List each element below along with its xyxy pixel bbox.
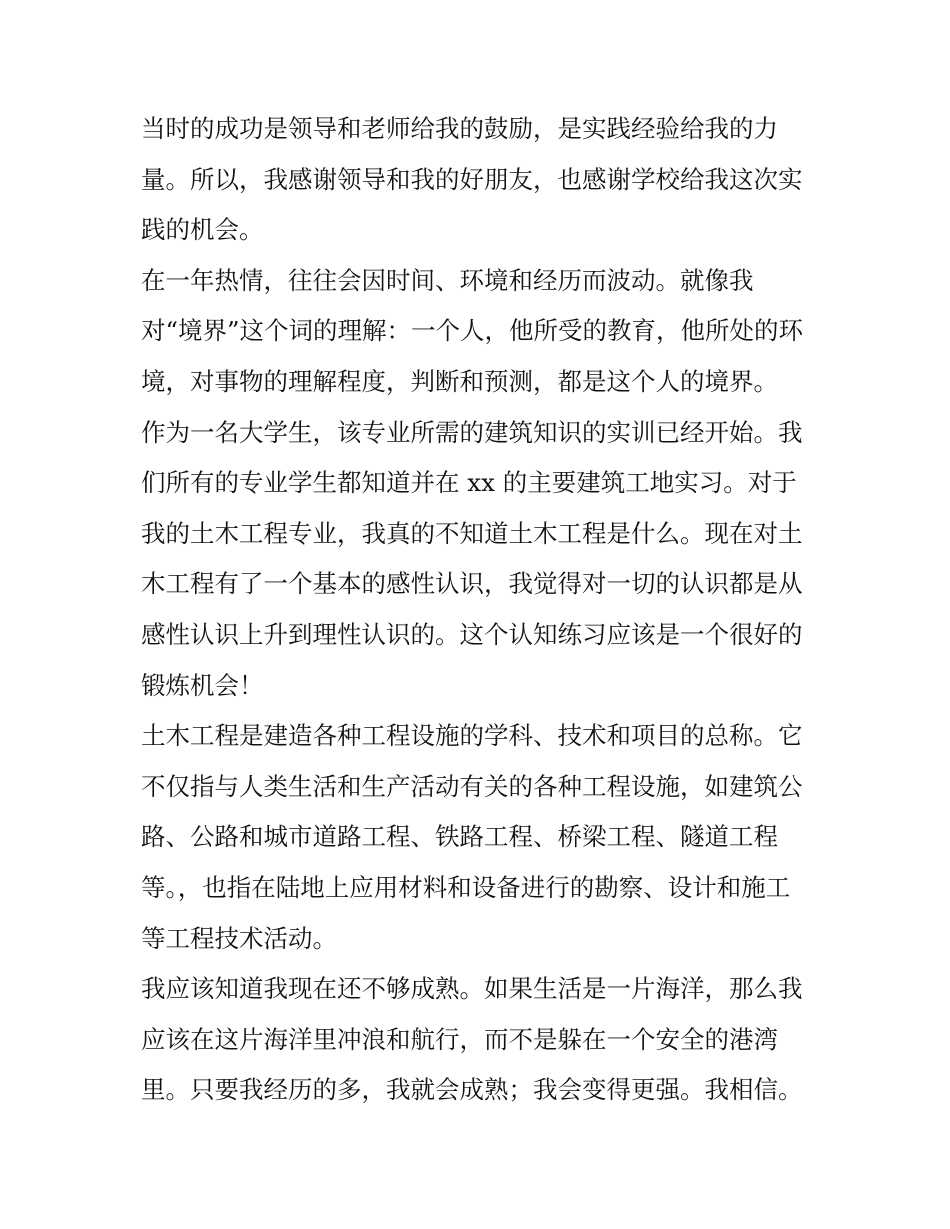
text-line: 路、公路和城市道路工程、铁路工程、桥梁工程、隧道工程: [141, 822, 778, 852]
text-line: 对“境界”这个词的理解：一个人，他所受的教育，他所处的环: [141, 316, 804, 346]
text-line: 我的土木工程专业，我真的不知道土木工程是什么。现在对土: [141, 518, 803, 548]
text-line: 等。，也指在陆地上应用材料和设备进行的勘察、设计和施工: [141, 872, 791, 902]
text-line: 木工程有了一个基本的感性认识，我觉得对一切的认识都是从: [141, 569, 803, 599]
document-body: [141, 104, 821, 1116]
text-line: 感性认识上升到理性认识的。这个认知练习应该是一个很好的: [141, 619, 803, 649]
text-line: 里。只要我经历的多，我就会成熟；我会变得更强。我相信。: [141, 1075, 803, 1105]
text-line: 锻炼机会！: [141, 670, 264, 700]
text-line: 应该在这片海洋里冲浪和航行，而不是躲在一个安全的港湾: [141, 1024, 778, 1054]
text-line: 境，对事物的理解程度，判断和预测，都是这个人的境界。: [141, 366, 778, 396]
text-line: 我应该知道我现在还不够成熟。如果生活是一片海洋，那么我: [141, 974, 803, 1004]
text-line: 土木工程是建造各种工程设施的学科、技术和项目的总称。它: [141, 721, 803, 751]
text-line: 量。所以，我感谢领导和我的好朋友，也感谢学校给我这次实: [141, 164, 803, 194]
text-line: 在一年热情，往往会因时间、环境和经历而波动。就像我: [141, 265, 754, 295]
text-line: 不仅指与人类生活和生产活动有关的各种工程设施，如建筑公: [141, 771, 803, 801]
text-line: 等工程技术活动。: [141, 923, 337, 953]
text-line: 践的机会。: [141, 215, 264, 245]
text-line: 们所有的专业学生都知道并在 xx 的主要建筑工地实习。对于: [141, 468, 797, 498]
text-line: 当时的成功是领导和老师给我的鼓励，是实践经验给我的力: [141, 114, 778, 143]
text-line: 作为一名大学生，该专业所需的建筑知识的实训已经开始。我: [141, 417, 803, 447]
